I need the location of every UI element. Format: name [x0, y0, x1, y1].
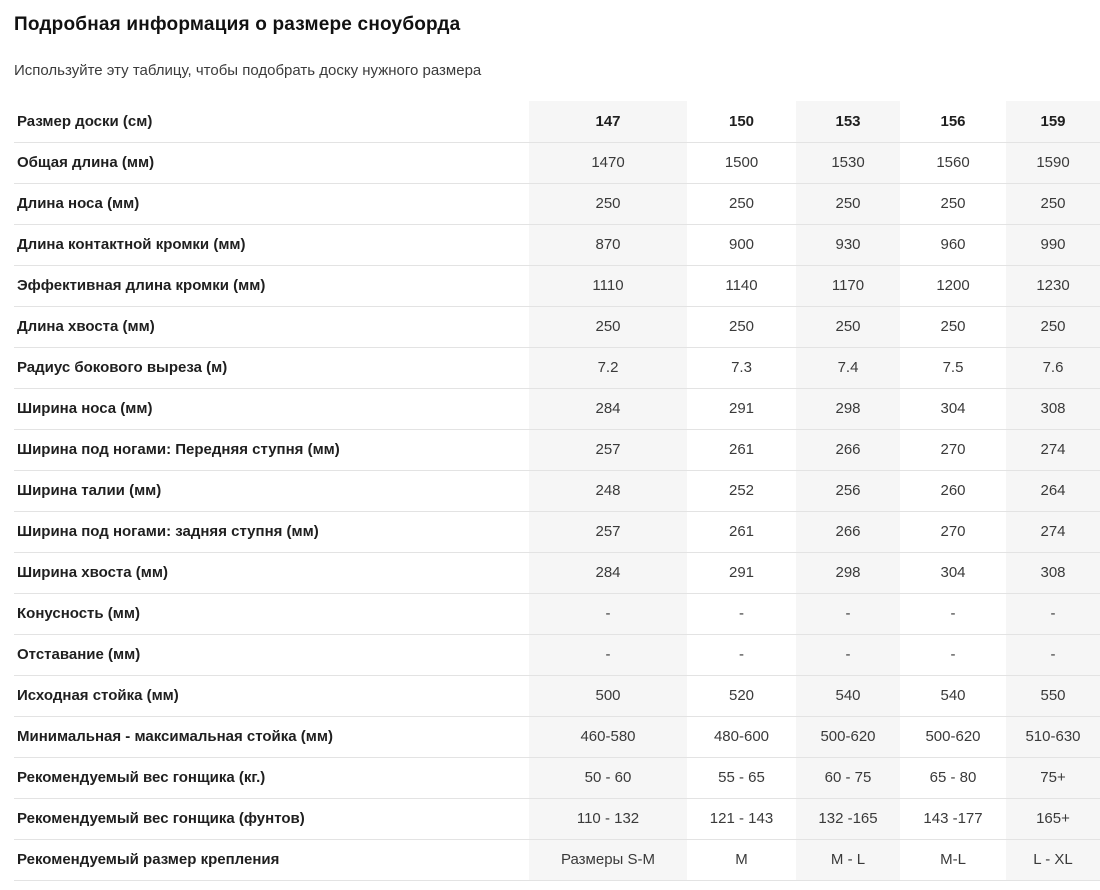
- table-row: [14, 552, 1100, 593]
- value-cell: 500-620: [796, 716, 900, 757]
- value-cell: 250: [1006, 306, 1100, 347]
- value-cell: 1530: [796, 142, 900, 183]
- value-cell: 264: [1006, 470, 1100, 511]
- value-cell: 291: [687, 388, 796, 429]
- table-row: [14, 142, 1100, 183]
- value-cell: -: [796, 593, 900, 634]
- row-label: Ширина хвоста (мм): [14, 552, 529, 593]
- value-cell: 1500: [687, 142, 796, 183]
- row-label: Конусность (мм): [14, 593, 529, 634]
- value-cell: 7.2: [529, 347, 687, 388]
- value-cell: 1560: [900, 142, 1006, 183]
- value-cell: 1170: [796, 265, 900, 306]
- value-cell: -: [796, 634, 900, 675]
- value-cell: -: [900, 593, 1006, 634]
- row-label: Рекомендуемый размер крепления: [14, 839, 529, 880]
- column-header-147: 147: [529, 101, 687, 142]
- row-label: Минимальная - максимальная стойка (мм): [14, 716, 529, 757]
- value-cell: M: [687, 839, 796, 880]
- value-cell: 480-600: [687, 716, 796, 757]
- value-cell: 308: [1006, 552, 1100, 593]
- value-cell: 540: [900, 675, 1006, 716]
- table-row: [14, 757, 1100, 798]
- value-cell: 304: [900, 388, 1006, 429]
- row-label: Рекомендуемый вес гонщика (кг.): [14, 757, 529, 798]
- value-cell: 7.6: [1006, 347, 1100, 388]
- row-label: Исходная стойка (мм): [14, 675, 529, 716]
- table-header-row: [14, 101, 1100, 142]
- page-subtitle: Используйте эту таблицу, чтобы подобрать доску нужного размера: [14, 62, 482, 79]
- value-cell: 520: [687, 675, 796, 716]
- value-cell: -: [1006, 634, 1100, 675]
- value-cell: 284: [529, 552, 687, 593]
- table-row: [14, 265, 1100, 306]
- row-label: Ширина под ногами: задняя ступня (мм): [14, 511, 529, 552]
- value-cell: 274: [1006, 429, 1100, 470]
- value-cell: 550: [1006, 675, 1100, 716]
- value-cell: 1230: [1006, 265, 1100, 306]
- value-cell: 270: [900, 429, 1006, 470]
- table-row: [14, 347, 1100, 388]
- value-cell: 960: [900, 224, 1006, 265]
- row-label: Эффективная длина кромки (мм): [14, 265, 529, 306]
- table-row: [14, 429, 1100, 470]
- value-cell: 7.3: [687, 347, 796, 388]
- value-cell: Размеры S-M: [529, 839, 687, 880]
- snowboard-size-table: [14, 101, 1100, 881]
- table-row: [14, 634, 1100, 675]
- value-cell: 274: [1006, 511, 1100, 552]
- value-cell: 132 -165: [796, 798, 900, 839]
- value-cell: 252: [687, 470, 796, 511]
- value-cell: 284: [529, 388, 687, 429]
- row-label: Ширина под ногами: Передняя ступня (мм): [14, 429, 529, 470]
- value-cell: -: [900, 634, 1006, 675]
- value-cell: 248: [529, 470, 687, 511]
- value-cell: 55 - 65: [687, 757, 796, 798]
- row-label: Отставание (мм): [14, 634, 529, 675]
- value-cell: 298: [796, 388, 900, 429]
- row-label: Длина хвоста (мм): [14, 306, 529, 347]
- table-row: [14, 839, 1100, 880]
- table-row: [14, 593, 1100, 634]
- table-row: [14, 306, 1100, 347]
- value-cell: 1140: [687, 265, 796, 306]
- value-cell: 143 -177: [900, 798, 1006, 839]
- value-cell: 870: [529, 224, 687, 265]
- table-row: [14, 511, 1100, 552]
- value-cell: 1590: [1006, 142, 1100, 183]
- column-header-156: 156: [900, 101, 1006, 142]
- value-cell: 1200: [900, 265, 1006, 306]
- table-row: [14, 798, 1100, 839]
- value-cell: 298: [796, 552, 900, 593]
- value-cell: 460-580: [529, 716, 687, 757]
- value-cell: 250: [900, 306, 1006, 347]
- value-cell: 308: [1006, 388, 1100, 429]
- column-header-153: 153: [796, 101, 900, 142]
- value-cell: 256: [796, 470, 900, 511]
- value-cell: 500: [529, 675, 687, 716]
- value-cell: 260: [900, 470, 1006, 511]
- value-cell: 250: [529, 306, 687, 347]
- table-row: [14, 470, 1100, 511]
- value-cell: 261: [687, 511, 796, 552]
- table-row: [14, 183, 1100, 224]
- value-cell: 7.4: [796, 347, 900, 388]
- column-header-159: 159: [1006, 101, 1100, 142]
- value-cell: 250: [687, 306, 796, 347]
- row-label: Радиус бокового выреза (м): [14, 347, 529, 388]
- value-cell: 990: [1006, 224, 1100, 265]
- value-cell: 270: [900, 511, 1006, 552]
- value-cell: 1470: [529, 142, 687, 183]
- value-cell: 65 - 80: [900, 757, 1006, 798]
- value-cell: 1110: [529, 265, 687, 306]
- value-cell: -: [687, 634, 796, 675]
- row-label: Рекомендуемый вес гонщика (фунтов): [14, 798, 529, 839]
- table-row: [14, 388, 1100, 429]
- value-cell: 500-620: [900, 716, 1006, 757]
- value-cell: -: [1006, 593, 1100, 634]
- value-cell: M-L: [900, 839, 1006, 880]
- row-label: Ширина носа (мм): [14, 388, 529, 429]
- value-cell: 540: [796, 675, 900, 716]
- value-cell: 266: [796, 511, 900, 552]
- table-row: [14, 716, 1100, 757]
- value-cell: 75+: [1006, 757, 1100, 798]
- value-cell: 165+: [1006, 798, 1100, 839]
- value-cell: 50 - 60: [529, 757, 687, 798]
- value-cell: -: [529, 634, 687, 675]
- value-cell: 250: [687, 183, 796, 224]
- value-cell: 257: [529, 429, 687, 470]
- value-cell: 291: [687, 552, 796, 593]
- value-cell: 250: [1006, 183, 1100, 224]
- value-cell: 900: [687, 224, 796, 265]
- value-cell: M - L: [796, 839, 900, 880]
- value-cell: 510-630: [1006, 716, 1100, 757]
- value-cell: 250: [900, 183, 1006, 224]
- value-cell: 250: [796, 183, 900, 224]
- row-label: Длина контактной кромки (мм): [14, 224, 529, 265]
- table-row: [14, 224, 1100, 265]
- value-cell: 110 - 132: [529, 798, 687, 839]
- value-cell: 257: [529, 511, 687, 552]
- value-cell: 930: [796, 224, 900, 265]
- value-cell: 261: [687, 429, 796, 470]
- value-cell: -: [529, 593, 687, 634]
- value-cell: L - XL: [1006, 839, 1100, 880]
- column-header-150: 150: [687, 101, 796, 142]
- value-cell: 250: [529, 183, 687, 224]
- row-label: Длина носа (мм): [14, 183, 529, 224]
- page-title: Подробная информация о размере сноуборда: [14, 14, 461, 35]
- value-cell: 60 - 75: [796, 757, 900, 798]
- value-cell: -: [687, 593, 796, 634]
- value-cell: 250: [796, 306, 900, 347]
- row-label: Ширина талии (мм): [14, 470, 529, 511]
- value-cell: 304: [900, 552, 1006, 593]
- header-row-label: Размер доски (см): [14, 101, 529, 142]
- table-row: [14, 675, 1100, 716]
- value-cell: 266: [796, 429, 900, 470]
- value-cell: 7.5: [900, 347, 1006, 388]
- value-cell: 121 - 143: [687, 798, 796, 839]
- row-label: Общая длина (мм): [14, 142, 529, 183]
